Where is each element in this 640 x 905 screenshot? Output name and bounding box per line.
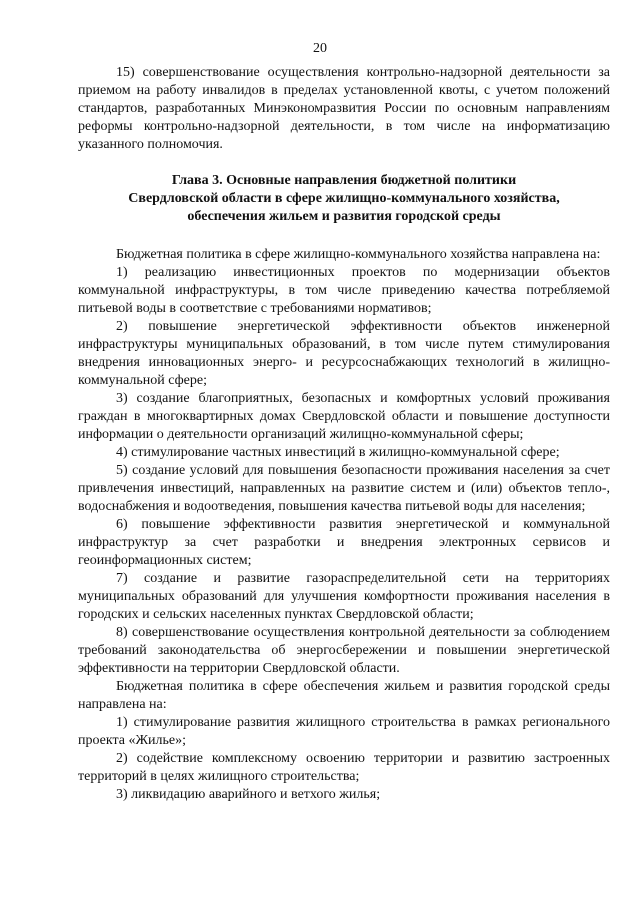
document-body	[78, 64, 610, 804]
chapter-heading	[78, 172, 610, 226]
housing-intro-paragraph: Бюджетная политика в сфере жилищно-коммунального хозяйства направлена на:	[116, 247, 601, 262]
chapter-heading-line: Глава 3. Основные направления бюджетной политики	[171, 173, 517, 188]
housing-list-item: 7) создание и развитие газораспределительной сети на территориях муниципальных образований для улучшения комфортности проживания населения в городских и сельских населенных пунктах Свердловской области;	[78, 571, 610, 622]
urban-list-item: 2) содействие комплексному освоению территории и развитию застроенных территорий в целях жилищного строительства;	[78, 751, 610, 784]
chapter-heading-line: Свердловской области в сфере жилищно-коммунального хозяйства,	[128, 191, 560, 206]
housing-list-item: 5) создание условий для повышения безопасности проживания населения за счет привлечения инвестиций, направленных на развитие систем и (или) объектов тепло-, водоснабжения и водоотведения, повышения качества питьевой воды для населения;	[78, 463, 610, 514]
housing-list-item: 1) реализацию инвестиционных проектов по модернизации объектов коммунальной инфраструктуры, в том числе приведению качества потребляемой питьевой воды в соответствие с требованиями нормативов;	[78, 265, 610, 316]
urban-intro-paragraph: Бюджетная политика в сфере обеспечения жильем и развития городской среды направлена на:	[78, 679, 610, 712]
housing-list-item: 8) совершенствование осуществления контрольной деятельности за соблюдением требований законодательства об энергосбережении и повышении энергетической эффективности на территории Свердловской области.	[78, 625, 610, 676]
page-number: 20	[313, 41, 327, 56]
housing-list-item: 3) создание благоприятных, безопасных и комфортных условий проживания граждан в многоквартирных домах Свердловской области и повышение доступности информации о деятельности организаций жилищно-коммунальной сферы;	[78, 391, 610, 442]
housing-list-item: 4) стимулирование частных инвестиций в жилищно-коммунальной сфере;	[116, 445, 560, 460]
housing-list-item: 2) повышение энергетической эффективности объектов инженерной инфраструктуры муниципальных образований, в том числе путем стимулирования внедрения инновационных энерго- и ресурсоснабжающих технологий в жилищно-коммунальной сфере;	[78, 319, 610, 388]
paragraph-item-15: 15) совершенствование осуществления контрольно-надзорной деятельности за приемом на работу инвалидов в пределах установленной квоты, с учетом положений стандартов, разработанных Минэкономразвития России по основным направлениям реформы контрольно-надзорной деятельности, в том числе на информатизацию указанного полномочия.	[78, 65, 610, 152]
chapter-heading-line: обеспечения жильем и развития городской среды	[187, 209, 501, 224]
housing-list-item: 6) повышение эффективности развития энергетической и коммунальной инфраструктур за счет разработки и внедрения электронных сервисов и геоинформационных систем;	[78, 517, 610, 568]
urban-list-item: 3) ликвидацию аварийного и ветхого жилья;	[116, 787, 381, 802]
urban-list-item: 1) стимулирование развития жилищного строительства в рамках регионального проекта «Жилье»;	[78, 715, 610, 748]
